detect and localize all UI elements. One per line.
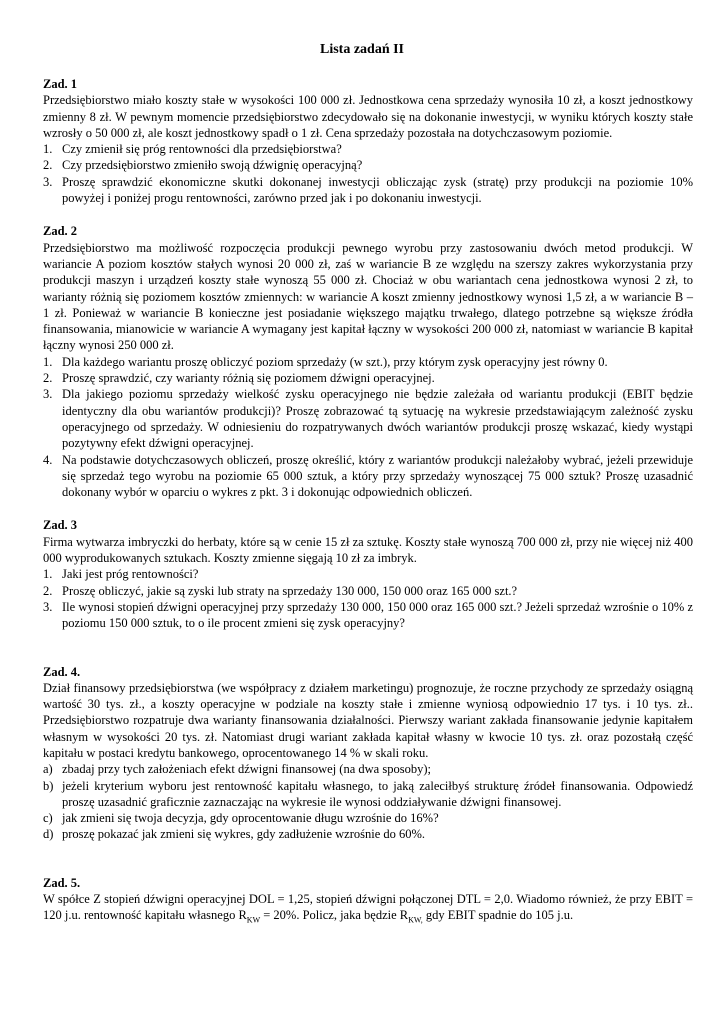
list-marker: 3. [43, 387, 53, 402]
list-marker: a) [43, 762, 53, 777]
list-item-text: Proszę sprawdzić, czy warianty różnią się poziomem dźwigni operacyjnej. [62, 371, 435, 386]
task-3-heading: Zad. 3 [43, 518, 78, 533]
list-item [43, 157, 693, 173]
list-item-text: Ile wynosi stopień dźwigni operacyjnej przy sprzedaży 130 000, 150 000 oraz 165 000 szt.? Jeżeli sprzedaż wzrośnie o 10% z poziomu 150 000 sztuk, to o ile procent zmieni się zysk operacyjny? [62, 599, 693, 631]
task-2-text: Przedsiębiorstwo ma możliwość rozpoczęcia produkcji pewnego wyrobu przy zastosowaniu dwóch metod produkcji. W wariancie A poziom kosztów stałych wynosi 20 000 zł, zaś w wariancie B ze względu na szerszy zakres wykorzystania przy produkcji maszyn i urządzeń koszty stałe wynoszą 55 000 zł. Chociaż w obu wariantach cena jednostkowa wynosi 2 zł, to warianty różnią się poziomem kosztów zmiennych: w wariancie A koszt zmienny jednostkowy wynosi 1,5 zł, a w wariancie B – 1 zł. Ponieważ w wariancie B konieczne jest posiadanie większego majątku trwałego, dlatego potrzebne są większe źródła finansowania, mianowicie w wariancie A wymagany jest kapitał łączny w wysokości 200 000 zł, natomiast w wariancie B kapitał łączny wynosi 250 000 zł. [43, 240, 693, 353]
list-marker: c) [43, 811, 53, 826]
task-4 [43, 664, 693, 843]
list-item-text: Dla jakiego poziomu sprzedaży wielkość zysku operacyjnego nie będzie zależała od wariantu produkcji (EBIT będzie identyczny dla obu wariantów produkcji)? Proszę zobrazować tą sytuację na wykresie przedstawiającym zależność zysku operacyjnego od sprzedaży. W odniesieniu do rozpatrywanych dwóch wariantów produkcji proszę wskazać, kiedy wystąpi pozytywny efekt dźwigni operacyjnej. [62, 387, 693, 451]
list-marker: 1. [43, 567, 53, 582]
list-marker: d) [43, 827, 54, 842]
list-marker: b) [43, 778, 54, 793]
task-3-text: Firma wytwarza imbryczki do herbaty, które są w cenie 15 zł za sztukę. Koszty stałe wynoszą 700 000 zł, przy nie więcej niż 400 000 wyprodukowanych sztukach. Koszty zmienne sięgają 10 zł za imbryk. [43, 534, 693, 566]
list-item-text: jak zmieni się twoja decyzja, gdy oprocentowanie długu wzrośnie do 16%? [62, 811, 439, 826]
list-item-text: proszę pokazać jak zmieni się wykres, gdy zadłużenie wzrośnie do 60%. [62, 827, 426, 842]
list-item [43, 583, 693, 599]
task-4-text: Dział finansowy przedsiębiorstwa (we współpracy z działem marketingu) prognozuje, że roczne przychody ze sprzedaży osiągną wartość 30 tys. zł., a koszty operacyjne w podziale na koszty stałe i zmienne wyniosą odpowiednio 17 tys. i 10 tys. zł.. Przedsiębiorstwo rozpatruje dwa warianty finansowania działalności. Pierwszy wariant zakłada finansowanie jedynie kapitałem własnym w wysokości 20 tys. zł. Natomiast drugi wariant zakłada kapitał własny w kwocie 10 tys. zł. oraz pozostałą część kapitału w postaci kredytu bankowego, oprocentowanego 14 % w skali roku. [43, 680, 693, 760]
list-marker: 2. [43, 158, 53, 173]
list-marker: 1. [43, 142, 53, 157]
task-5-text-part: W spółce Z stopień dźwigni operacyjnej DOL = 1,25, stopień dźwigni połączonej DTL = 2,0. Wiadomo również, że przy EBIT = 120 j.u. rentowność kapitału własnego R [43, 892, 693, 923]
list-item-text: jeżeli kryterium wyboru jest rentowność kapitału własnego, to jaką zaleciłbyś strukturę źródeł finansowania. Odpowiedź proszę uzasadnić graficznie zaznaczając na wykresie ile wynosi oddziaływanie dźwigni finansowej. [62, 778, 693, 809]
task-5-heading: Zad. 5. [43, 875, 81, 890]
list-item-text: Czy przedsiębiorstwo zmieniło swoją dźwignię operacyjną? [62, 158, 363, 173]
subscript-kw: KW [246, 915, 261, 925]
task-4-heading: Zad. 4. [43, 664, 81, 679]
list-item [43, 141, 693, 157]
list-item-text: zbadaj przy tych założeniach efekt dźwigni finansowej (na dwa sposoby); [62, 762, 431, 777]
task-1 [43, 76, 693, 206]
list-item-text: Proszę obliczyć, jakie są zyski lub straty na sprzedaży 130 000, 150 000 oraz 165 000 szt.? [62, 583, 518, 598]
list-item [43, 810, 693, 826]
task-4-list [43, 761, 693, 842]
task-1-heading: Zad. 1 [43, 77, 78, 91]
list-item [43, 174, 693, 207]
task-5-text-part: gdy EBIT spadnie do 105 j.u. [422, 908, 574, 923]
task-3-list [43, 566, 693, 631]
list-marker: 1. [43, 354, 53, 369]
list-marker: 4. [43, 452, 53, 467]
list-item-text: Czy zmienił się próg rentowności dla przedsiębiorstwa? [62, 142, 342, 157]
task-5-text-part: = 20%. Policz, jaka będzie R [260, 908, 409, 923]
list-item-text: Proszę sprawdzić ekonomiczne skutki dokonanej inwestycji obliczając zysk (stratę) przy produkcji na poziomie 10% powyżej i poniżej progu rentowności, zarówno przed jak i po dokonaniu inwestycji. [62, 174, 693, 206]
task-2-heading: Zad. 2 [43, 224, 78, 239]
list-item [43, 761, 693, 777]
list-marker: 3. [43, 599, 53, 614]
task-2 [43, 223, 693, 500]
list-item [43, 566, 693, 582]
list-item [43, 778, 693, 811]
list-item-text: Na podstawie dotychczasowych obliczeń, proszę określić, który z wariantów produkcji należałoby wybrać, jeżeli przewiduje się sprzedaż tego wyrobu na poziomie 65 000 sztuk, a który przy sprzedaży wynoszącej 75 000 sztuk? Proszę uzasadnić dokonany wybór w oparciu o wykres z pkt. 3 i dokonując odpowiednich obliczeń. [62, 452, 693, 500]
list-item [43, 354, 693, 370]
task-5-text [43, 891, 693, 924]
list-item [43, 452, 693, 501]
list-item [43, 386, 693, 451]
list-item-text: Dla każdego wariantu proszę obliczyć poziom sprzedaży (w szt.), przy którym zysk operacyjny jest równy 0. [62, 354, 608, 369]
task-2-list [43, 354, 693, 501]
subscript-kw: KW, [408, 915, 423, 925]
task-3 [43, 517, 693, 631]
list-item [43, 370, 693, 386]
list-marker: 2. [43, 583, 53, 598]
task-1-list [43, 141, 693, 206]
list-item [43, 599, 693, 632]
task-1-text: Przedsiębiorstwo miało koszty stałe w wysokości 100 000 zł. Jednostkowa cena sprzedaży wynosiła 10 zł, a koszt jednostkowy zmienny 8 zł. W pewnym momencie przedsiębiorstwo zdecydowało się na dokonanie inwestycji, w wyniku których koszty stałe wzrosły o 50 000 zł, ale koszt jednostkowy spadł o 1 zł. Cena sprzedaży pozostała na dotychczasowym poziomie. [43, 93, 693, 140]
task-5 [43, 875, 693, 924]
page-title: Lista zadań II [319, 42, 405, 57]
list-marker: 2. [43, 371, 53, 386]
list-marker: 3. [43, 174, 53, 189]
list-item-text: Jaki jest próg rentowności? [62, 567, 199, 582]
list-item [43, 826, 693, 842]
document-body [43, 76, 693, 924]
